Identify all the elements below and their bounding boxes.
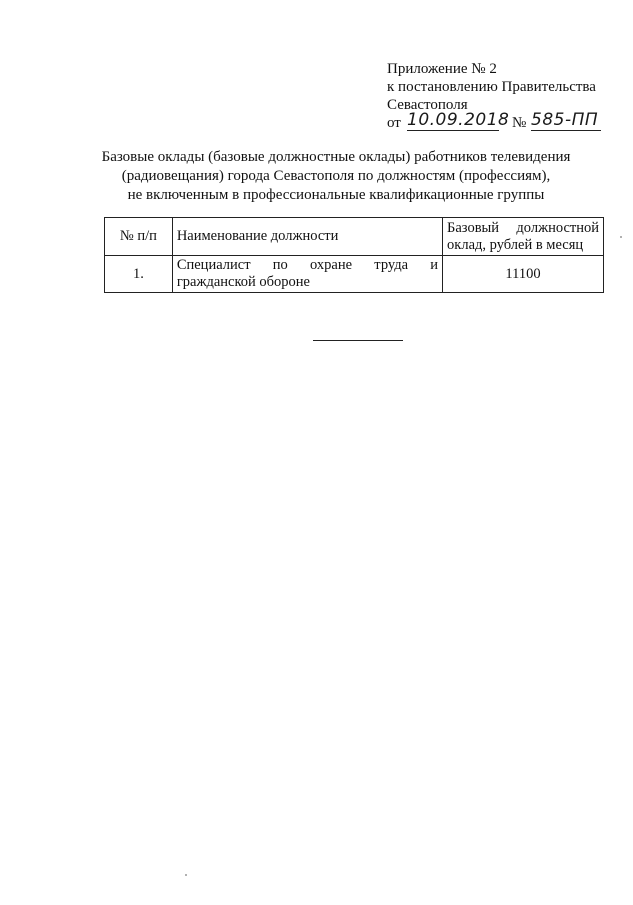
row-salary: 11100 [443, 256, 604, 293]
row-position: Специалист по охране труда и гражданской обороне [172, 256, 442, 293]
row-number: 1. [105, 256, 173, 293]
title-line-1: Базовые оклады (базовые должностные оклады) работников телевидения [101, 149, 571, 165]
end-separator-line [313, 340, 403, 341]
scan-speck [185, 874, 187, 876]
table-row [105, 256, 604, 293]
table-header-row [105, 218, 604, 256]
salary-table [104, 217, 604, 293]
header-position: Наименование должности [172, 218, 442, 256]
header-salary: Базовый должностной оклад, рублей в месяц [443, 218, 604, 256]
appendix-reference: к постановлению Правительства [387, 79, 596, 95]
title-line-2: (радиовещания) города Севастополя по должностям (профессиям), [121, 168, 551, 184]
appendix-city: Севастополя [387, 97, 468, 113]
handwritten-date: 10.09.2018 [407, 110, 510, 130]
header-number: № п/п [105, 218, 173, 256]
decree-date-number [387, 110, 627, 132]
appendix-title: Приложение № 2 [387, 61, 497, 77]
title-line-3: не включенным в профессиональные квалификационные группы [127, 187, 545, 203]
scan-speck [620, 236, 622, 238]
handwritten-number: 585-ПП [531, 111, 601, 131]
appendix-block [387, 60, 627, 132]
from-label: от [387, 115, 401, 131]
number-label: № [512, 115, 527, 131]
document-title [60, 148, 612, 205]
